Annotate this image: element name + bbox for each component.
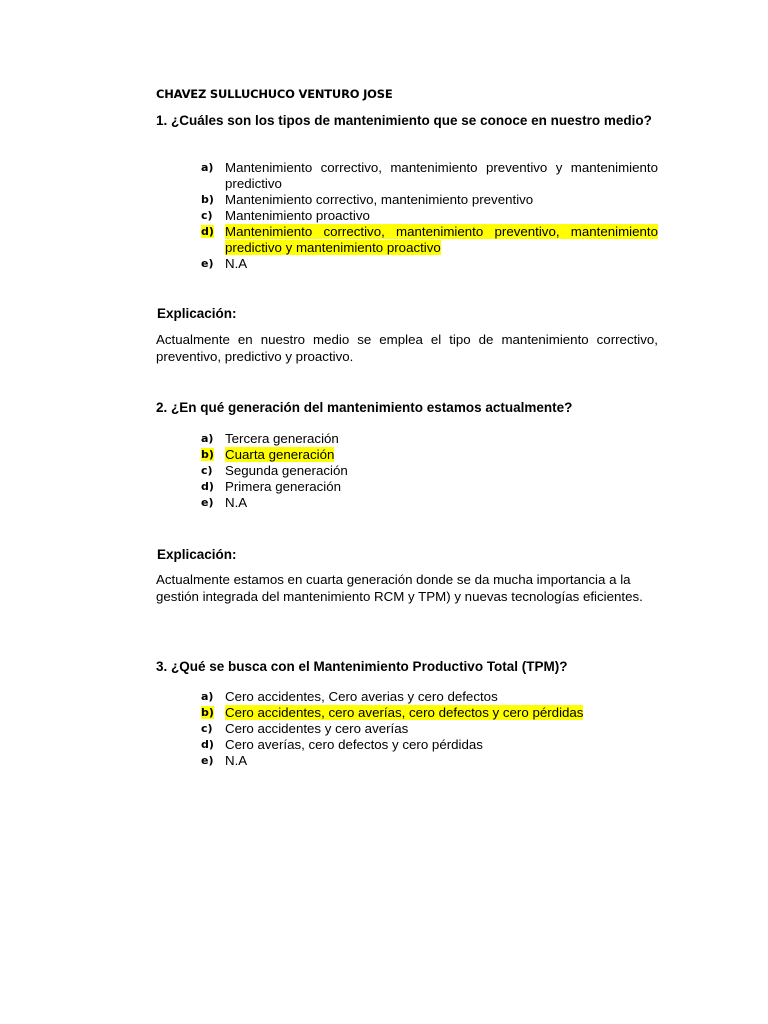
option-1d-correct [201,224,658,256]
option-letter: a) [201,432,214,445]
option-text: Mantenimiento correctivo, mantenimiento preventivo y mantenimiento predictivo [225,160,658,191]
question-3-options [201,689,658,769]
option-text: N.A [225,495,248,510]
question-2: 2. ¿En qué generación del mantenimiento estamos actualmente? [156,400,573,415]
option-2a [201,431,658,447]
explanation-heading-2: Explicación: [157,547,237,562]
option-text: Tercera generación [225,431,339,446]
explanation-text-1: Actualmente en nuestro medio se emplea el tipo de mantenimiento correctivo, preventivo, predictivo y proactivo. [156,332,658,364]
option-letter: b) [201,706,214,719]
option-text: N.A [225,753,248,768]
question-2-options [201,431,658,511]
option-3c [201,721,658,737]
option-3b-correct [201,705,658,721]
option-text: Cero averías, cero defectos y cero pérdidas [225,737,483,752]
option-letter: c) [201,464,213,477]
option-text: N.A [225,256,248,271]
option-text: Mantenimiento correctivo, mantenimiento preventivo, mantenimiento predictivo y mantenimiento proactivo [225,224,658,255]
option-text: Cuarta generación [225,447,335,462]
question-1-options [201,160,658,272]
option-letter: e) [201,754,214,767]
option-2b-correct [201,447,658,463]
option-text: Cero accidentes, cero averías, cero defectos y cero pérdidas [225,705,584,720]
question-1: 1. ¿Cuáles son los tipos de mantenimiento que se conoce en nuestro medio? [156,113,652,128]
option-3e [201,753,658,769]
option-1b [201,192,658,208]
option-1e [201,256,658,272]
option-text: Segunda generación [225,463,348,478]
option-letter: e) [201,257,214,270]
option-letter: b) [201,193,214,206]
option-1c [201,208,658,224]
option-letter: a) [201,161,214,174]
option-text: Cero accidentes y cero averías [225,721,409,736]
option-3d [201,737,658,753]
option-text: Mantenimiento proactivo [225,208,370,223]
option-letter: b) [201,448,214,461]
question-3: 3. ¿Qué se busca con el Mantenimiento Productivo Total (TPM)? [156,659,568,674]
option-letter: d) [201,738,214,751]
option-text: Cero accidentes, Cero averias y cero defectos [225,689,498,704]
option-text: Mantenimiento correctivo, mantenimiento preventivo [225,192,534,207]
option-2e [201,495,658,511]
explanation-text-2: Actualmente estamos en cuarta generación donde se da mucha importancia a la gestión integrada del mantenimiento RCM y TPM) y nuevas tecnologías eficientes. [156,572,643,604]
option-letter: c) [201,209,213,222]
option-2c [201,463,658,479]
option-3a [201,689,658,705]
author-name: CHAVEZ SULLUCHUCO VENTURO JOSE [156,87,393,101]
option-letter: d) [201,225,214,238]
option-letter: e) [201,496,214,509]
explanation-heading-1: Explicación: [157,306,237,321]
option-text: Primera generación [225,479,342,494]
option-2d [201,479,658,495]
option-letter: a) [201,690,214,703]
option-letter: d) [201,480,214,493]
option-1a [201,160,658,192]
option-letter: c) [201,722,213,735]
